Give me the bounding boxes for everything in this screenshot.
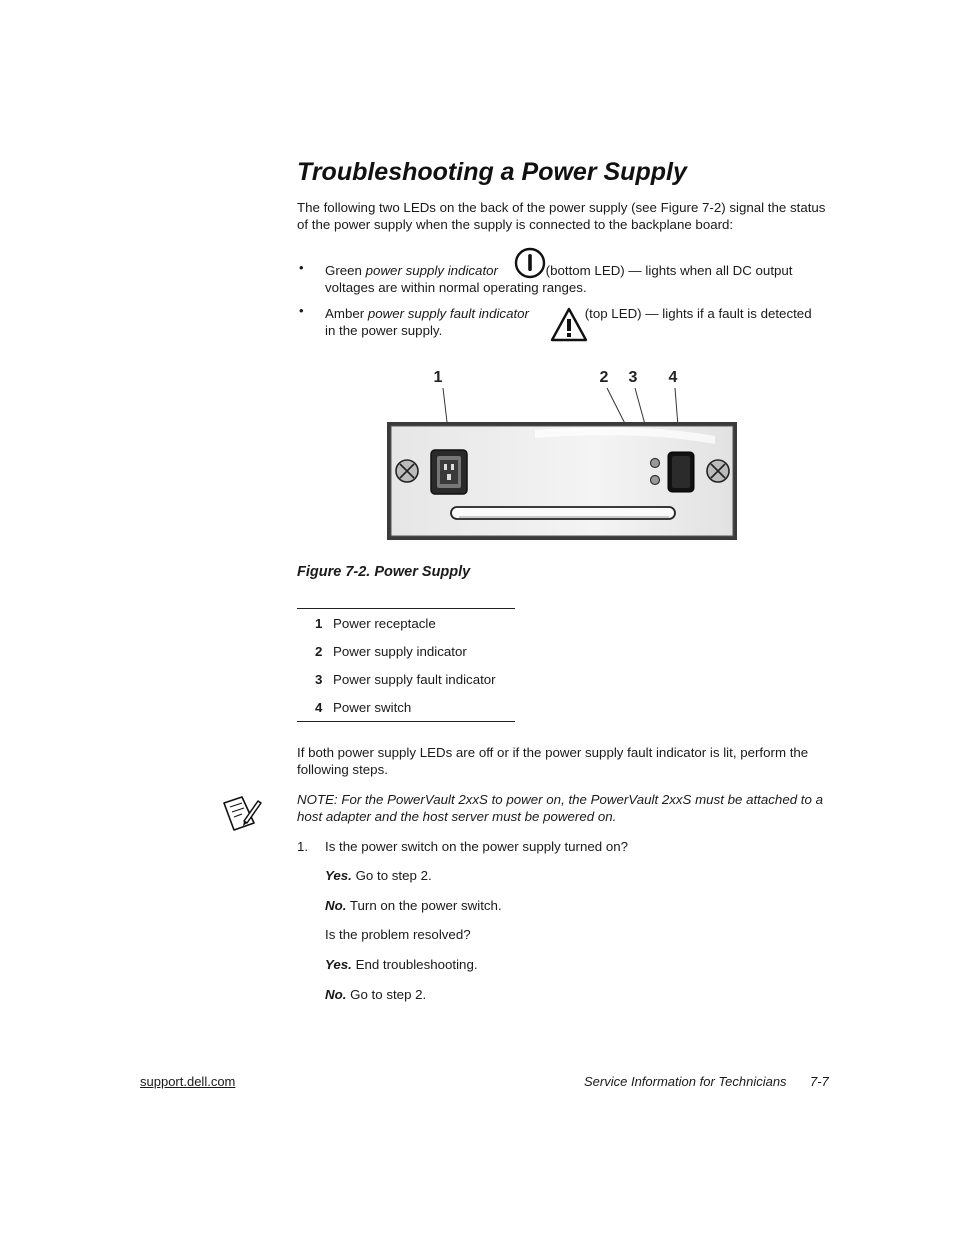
legend-label: Power supply indicator xyxy=(333,643,467,659)
table-row xyxy=(297,637,515,665)
step-no-1 xyxy=(325,897,502,914)
callout-1: 1 xyxy=(433,369,443,386)
no-text: Turn on the power switch. xyxy=(346,898,502,913)
bullet-term: power supply fault indicator xyxy=(367,306,529,321)
legend-number: 3 xyxy=(315,671,323,687)
power-icon xyxy=(513,246,547,285)
warning-icon xyxy=(550,307,588,348)
callout-4: 4 xyxy=(668,369,678,386)
footer-link[interactable]: support.dell.com xyxy=(140,1074,236,1089)
bullet-term: power supply indicator xyxy=(365,263,498,278)
step-question: Is the power switch on the power supply turned on? xyxy=(325,839,629,854)
yes-label: Yes. xyxy=(325,868,352,883)
bullet-suffix: (top LED) — lights if a fault is detected in the power supply. xyxy=(325,306,812,338)
yes-text: End troubleshooting. xyxy=(351,957,478,972)
no-label: No. xyxy=(325,987,347,1002)
bullet-prefix: Green xyxy=(325,263,366,278)
page-title: Troubleshooting a Power Supply xyxy=(297,158,687,186)
yes-label: Yes. xyxy=(325,957,352,972)
callout-3: 3 xyxy=(628,369,638,386)
table-row xyxy=(297,693,515,721)
intro-paragraph: The following two LEDs on the back of the power supply (see Figure 7-2) signal the status of the power supply when the supply is connected to the backplane board: xyxy=(297,200,826,232)
legend-label: Power supply fault indicator xyxy=(333,671,496,687)
legend-number: 2 xyxy=(315,643,323,659)
legend-label: Power receptacle xyxy=(333,615,436,631)
figure-caption: Figure 7-2. Power Supply xyxy=(297,564,471,580)
no-label: No. xyxy=(325,898,347,913)
bullet-item-green xyxy=(325,262,825,296)
step-yes-2 xyxy=(325,956,478,973)
no-text: Go to step 2. xyxy=(346,987,427,1002)
table-row xyxy=(297,665,515,693)
table-row xyxy=(297,609,515,637)
bullet-symbol: • xyxy=(299,260,304,275)
power-supply-figure xyxy=(385,364,741,549)
figure-legend-table xyxy=(297,608,515,722)
footer-section-title: Service Information for Technicians xyxy=(584,1074,787,1089)
note-pencil-icon xyxy=(220,793,264,838)
legend-label: Power switch xyxy=(333,699,412,715)
step-question-2: Is the problem resolved? xyxy=(325,927,471,942)
step-number: 1. xyxy=(297,839,309,854)
legend-number: 4 xyxy=(315,699,323,715)
note-text: NOTE: For the PowerVault 2xxS to power on, the PowerVault 2xxS must be attached to a host adapter and the host server must be powered on. xyxy=(297,792,823,824)
step-no-2 xyxy=(325,986,426,1003)
legend-number: 1 xyxy=(315,615,323,631)
step-yes-1 xyxy=(325,867,432,884)
bullet-symbol: • xyxy=(299,303,304,318)
yes-text: Go to step 2. xyxy=(351,868,432,883)
callout-2: 2 xyxy=(599,369,609,386)
steps-intro-paragraph: If both power supply LEDs are off or if the power supply fault indicator is lit, perform the following steps. xyxy=(297,745,809,777)
page-number: 7-7 xyxy=(810,1074,829,1089)
bullet-prefix: Amber xyxy=(325,306,368,321)
bullet-suffix: (bottom LED) — lights when all DC output voltages are within normal operating ranges. xyxy=(325,263,793,295)
